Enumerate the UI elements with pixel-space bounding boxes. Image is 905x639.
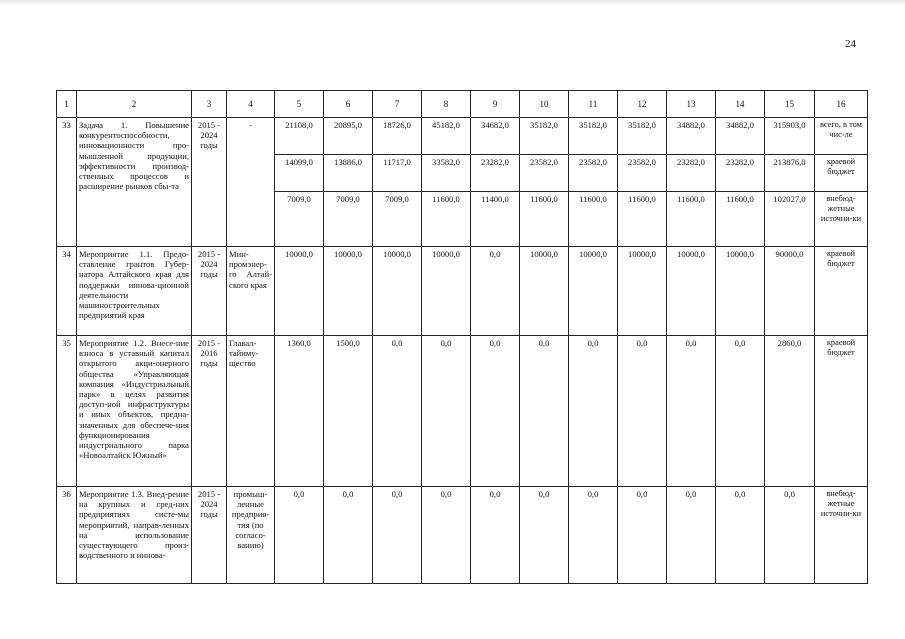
header-cell: 10 bbox=[520, 91, 569, 118]
value-cell: 11717,0 bbox=[373, 155, 422, 192]
header-cell: 11 bbox=[569, 91, 618, 118]
total-cell: 0,0 bbox=[765, 487, 815, 584]
source-cell: всего, в том чис-ле bbox=[815, 118, 868, 155]
value-cell: 23282,0 bbox=[471, 155, 520, 192]
value-cell: 10000,0 bbox=[275, 247, 324, 336]
source-cell: краевой бюджет bbox=[815, 247, 868, 336]
header-cell: 6 bbox=[324, 91, 373, 118]
header-cell: 5 bbox=[275, 91, 324, 118]
value-cell: 0,0 bbox=[471, 336, 520, 487]
header-cell: 14 bbox=[716, 91, 765, 118]
row-name: Мероприятие 1.2. Внесе-ние взноса в уставный капитал открытого акци-онерного общества «Управляющая компания «Индустриальный парк» в целях развития доступ-ной инфраструктуры и иных объектов, предна-значенных для обеспече-ния функционирования индустриального парка «Новоалтайск Южный» bbox=[77, 336, 192, 487]
value-cell: 0,0 bbox=[716, 487, 765, 584]
header-cell: 4 bbox=[227, 91, 275, 118]
source-cell: краевой бюджет bbox=[815, 336, 868, 487]
value-cell: 11600,0 bbox=[422, 192, 471, 247]
value-cell: 33582,0 bbox=[422, 155, 471, 192]
page-number: 24 bbox=[845, 38, 856, 50]
value-cell: 11600,0 bbox=[667, 192, 716, 247]
value-cell: 10000,0 bbox=[373, 247, 422, 336]
value-cell: 11600,0 bbox=[569, 192, 618, 247]
value-cell: 7009,0 bbox=[275, 192, 324, 247]
row-number: 33 bbox=[57, 118, 77, 247]
scan-edge bbox=[0, 0, 905, 6]
value-cell: 0,0 bbox=[569, 487, 618, 584]
value-cell: 10000,0 bbox=[569, 247, 618, 336]
value-cell: 11400,0 bbox=[471, 192, 520, 247]
value-cell: 0,0 bbox=[667, 487, 716, 584]
table-row bbox=[57, 247, 868, 336]
header-cell: 9 bbox=[471, 91, 520, 118]
total-cell: 102027,0 bbox=[765, 192, 815, 247]
value-cell: 0,0 bbox=[471, 247, 520, 336]
value-cell: 0,0 bbox=[618, 336, 667, 487]
row-executor: промыш-ленные предприя-тия (по согласо-ванию) bbox=[227, 487, 275, 584]
value-cell: 20895,0 bbox=[324, 118, 373, 155]
header-cell: 15 bbox=[765, 91, 815, 118]
value-cell: 10000,0 bbox=[520, 247, 569, 336]
value-cell: 34882,0 bbox=[716, 118, 765, 155]
value-cell: 10000,0 bbox=[667, 247, 716, 336]
value-cell: 7009,0 bbox=[324, 192, 373, 247]
header-cell: 1 bbox=[57, 91, 77, 118]
value-cell: 7009,0 bbox=[373, 192, 422, 247]
value-cell: 0,0 bbox=[422, 487, 471, 584]
total-cell: 90000,0 bbox=[765, 247, 815, 336]
header-cell: 16 bbox=[815, 91, 868, 118]
total-cell: 315903,0 bbox=[765, 118, 815, 155]
value-cell: 23582,0 bbox=[618, 155, 667, 192]
value-cell: 35182,0 bbox=[618, 118, 667, 155]
value-cell: 10000,0 bbox=[422, 247, 471, 336]
value-cell: 18726,0 bbox=[373, 118, 422, 155]
value-cell: 14099,0 bbox=[275, 155, 324, 192]
value-cell: 34682,0 bbox=[471, 118, 520, 155]
value-cell: 0,0 bbox=[373, 487, 422, 584]
header-cell: 2 bbox=[77, 91, 192, 118]
value-cell: 0,0 bbox=[373, 336, 422, 487]
row-name: Мероприятие 1.1. Предо-ставление грантов Губер-натора Алтайского края для поддержки иннова-ционной деятельности машиностроительных предприятий края bbox=[77, 247, 192, 336]
value-cell: 0,0 bbox=[716, 336, 765, 487]
header-cell: 7 bbox=[373, 91, 422, 118]
value-cell: 1500,0 bbox=[324, 336, 373, 487]
value-cell: 23282,0 bbox=[667, 155, 716, 192]
value-cell: 0,0 bbox=[275, 487, 324, 584]
value-cell: 11600,0 bbox=[716, 192, 765, 247]
table-row bbox=[57, 118, 868, 155]
header-row bbox=[57, 91, 868, 118]
value-cell: 23282,0 bbox=[716, 155, 765, 192]
row-name: Мероприятие 1.3. Внед-рение на крупных и сред-них предприятиях систе-мы мероприятий, направ-ленных на использование существующего произ-водственного и иннова- bbox=[77, 487, 192, 584]
row-executor: - bbox=[227, 118, 275, 247]
source-cell: внебюд-жетные источни-ки bbox=[815, 192, 868, 247]
source-cell: внебюд-жетные источни-ки bbox=[815, 487, 868, 584]
value-cell: 0,0 bbox=[471, 487, 520, 584]
row-executor: Мин-промэнер-го Алтай-ского края bbox=[227, 247, 275, 336]
value-cell: 34882,0 bbox=[667, 118, 716, 155]
value-cell: 10000,0 bbox=[618, 247, 667, 336]
value-cell: 23582,0 bbox=[520, 155, 569, 192]
value-cell: 1360,0 bbox=[275, 336, 324, 487]
row-period: 2015 - 2024 годы bbox=[192, 247, 227, 336]
value-cell: 21108,0 bbox=[275, 118, 324, 155]
value-cell: 35182,0 bbox=[520, 118, 569, 155]
value-cell: 11600,0 bbox=[520, 192, 569, 247]
budget-table bbox=[56, 90, 868, 584]
value-cell: 45182,0 bbox=[422, 118, 471, 155]
row-period: 2015 - 2016 годы bbox=[192, 336, 227, 487]
value-cell: 11600,0 bbox=[618, 192, 667, 247]
value-cell: 23582,0 bbox=[569, 155, 618, 192]
total-cell: 213876,0 bbox=[765, 155, 815, 192]
row-number: 36 bbox=[57, 487, 77, 584]
row-period: 2015 - 2024 годы bbox=[192, 487, 227, 584]
row-number: 34 bbox=[57, 247, 77, 336]
value-cell: 0,0 bbox=[520, 336, 569, 487]
value-cell: 0,0 bbox=[422, 336, 471, 487]
row-executor: Главал-тайиму-щество bbox=[227, 336, 275, 487]
value-cell: 0,0 bbox=[569, 336, 618, 487]
total-cell: 2860,0 bbox=[765, 336, 815, 487]
value-cell: 35182,0 bbox=[569, 118, 618, 155]
value-cell: 10000,0 bbox=[716, 247, 765, 336]
value-cell: 13886,0 bbox=[324, 155, 373, 192]
header-cell: 8 bbox=[422, 91, 471, 118]
header-cell: 3 bbox=[192, 91, 227, 118]
table-row bbox=[57, 336, 868, 487]
value-cell: 0,0 bbox=[324, 487, 373, 584]
row-period: 2015 - 2024 годы bbox=[192, 118, 227, 247]
row-name: Задача 1. Повышение конкурентоспособности, инновационности про-мышленной продукции, эффективности производ-ственных процессов и расширение рынков сбы-та bbox=[77, 118, 192, 247]
value-cell: 0,0 bbox=[520, 487, 569, 584]
value-cell: 0,0 bbox=[618, 487, 667, 584]
table-row bbox=[57, 487, 868, 584]
header-cell: 13 bbox=[667, 91, 716, 118]
source-cell: краевой бюджет bbox=[815, 155, 868, 192]
row-number: 35 bbox=[57, 336, 77, 487]
value-cell: 10000,0 bbox=[324, 247, 373, 336]
header-cell: 12 bbox=[618, 91, 667, 118]
value-cell: 0,0 bbox=[667, 336, 716, 487]
